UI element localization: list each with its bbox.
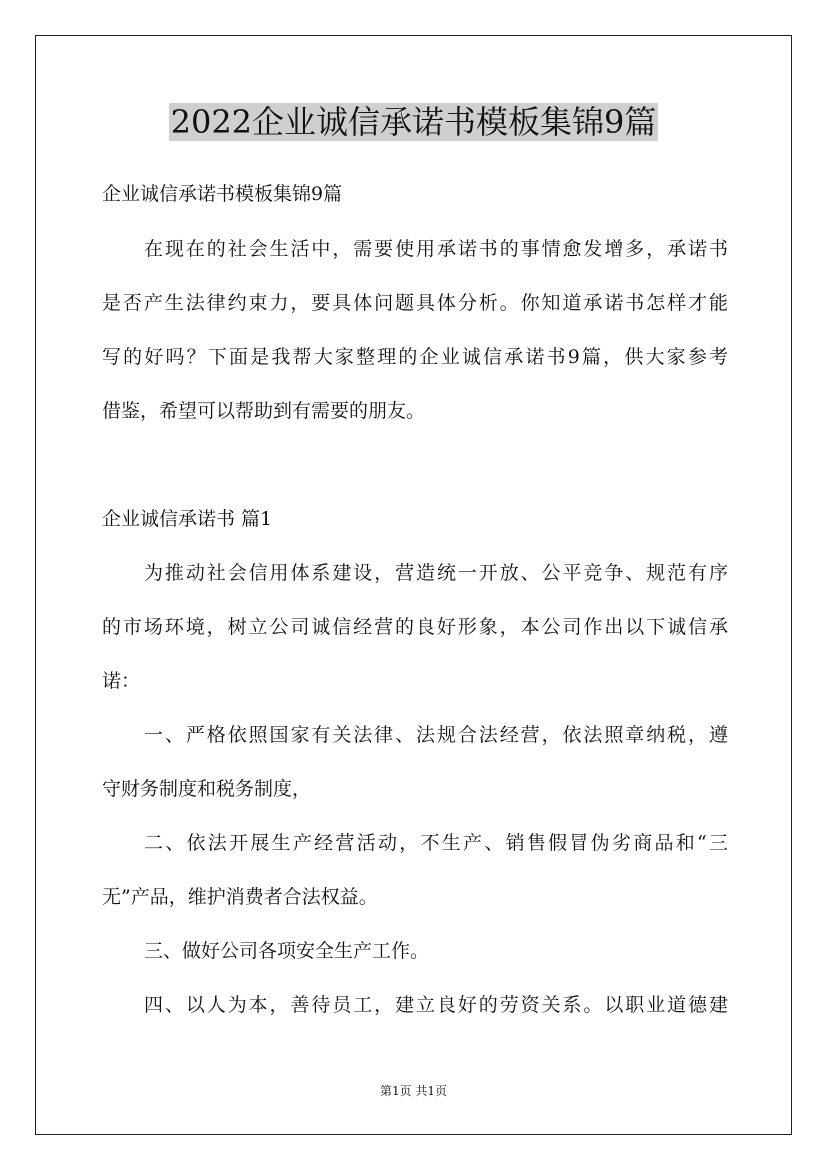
body-line-9: 四、以人为本，善待员工，建立良好的劳资关系。以职业道德建 bbox=[144, 994, 728, 1016]
document-title: 2022企业诚信承诺书模板集锦9篇 bbox=[170, 103, 657, 141]
body-line-3: 诺： bbox=[102, 670, 141, 692]
body-line-7: 无”产品，维护消费者合法权益。 bbox=[102, 886, 378, 908]
body-line-6: 二、依法开展生产经营活动，不生产、销售假冒伪劣商品和“三 bbox=[144, 832, 728, 854]
body-line-4: 一、严格依照国家有关法律、法规合法经营，依法照章纳税，遵 bbox=[144, 724, 728, 746]
intro-line-3: 写的好吗？下面是我帮大家整理的企业诚信承诺书9篇，供大家参考 bbox=[102, 346, 728, 368]
body-line-5: 守财务制度和税务制度， bbox=[102, 778, 312, 800]
body-line-2: 的市场环境，树立公司诚信经营的良好形象，本公司作出以下诚信承 bbox=[102, 616, 728, 638]
section-heading: 企业诚信承诺书 篇1 bbox=[102, 508, 273, 530]
intro-line-2: 是否产生法律约束力，要具体问题具体分析。你知道承诺书怎样才能 bbox=[102, 292, 728, 314]
body-line-1: 为推动社会信用体系建设，营造统一开放、公平竞争、规范有序 bbox=[144, 562, 728, 584]
page-footer: 第1页 共1页 bbox=[379, 1084, 448, 1098]
document-subtitle: 企业诚信承诺书模板集锦9篇 bbox=[102, 183, 343, 205]
intro-line-1: 在现在的社会生活中，需要使用承诺书的事情愈发增多，承诺书 bbox=[144, 238, 728, 260]
body-line-8: 三、做好公司各项安全生产工作。 bbox=[144, 940, 430, 962]
intro-line-4: 借鉴，希望可以帮助到有需要的朋友。 bbox=[102, 400, 426, 422]
